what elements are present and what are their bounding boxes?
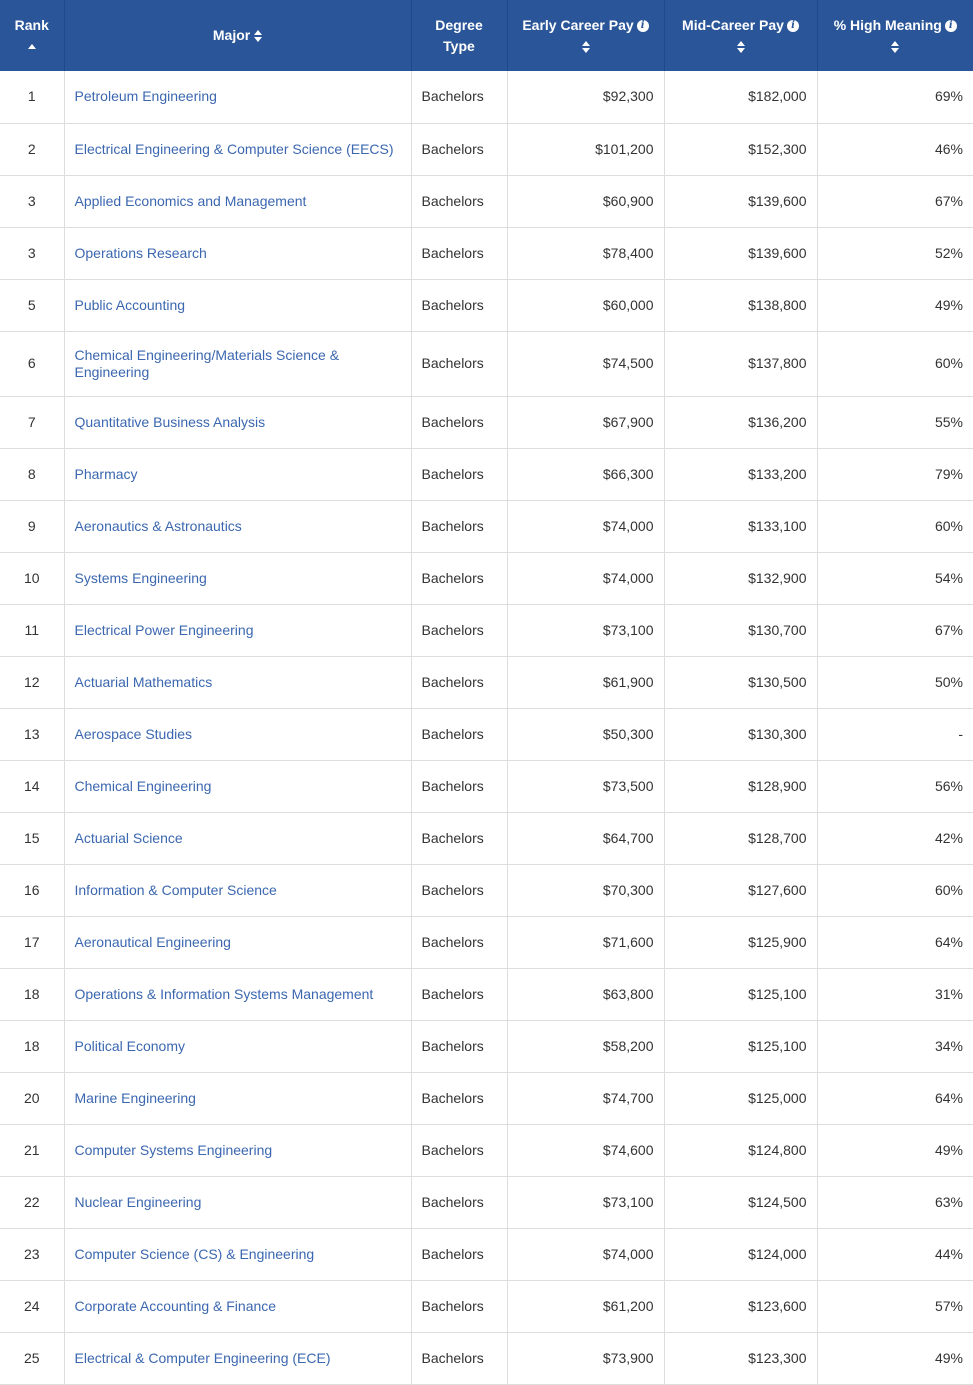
- major-cell: [64, 175, 411, 227]
- column-header-mid-career-pay[interactable]: [664, 0, 817, 71]
- early-career-pay-cell: $74,700: [507, 1072, 664, 1124]
- high-meaning-cell: 56%: [817, 760, 973, 812]
- major-cell: [64, 500, 411, 552]
- high-meaning-cell: 42%: [817, 812, 973, 864]
- early-career-pay-cell: $73,900: [507, 1332, 664, 1384]
- rank-cell: 1: [0, 71, 64, 123]
- degree-type-cell: Bachelors: [411, 448, 507, 500]
- column-header-early-career-pay[interactable]: [507, 0, 664, 71]
- rank-cell: 14: [0, 760, 64, 812]
- major-cell: [64, 331, 411, 396]
- mid-career-pay-cell: $125,900: [664, 916, 817, 968]
- major-link[interactable]: Petroleum Engineering: [74, 88, 217, 105]
- rank-cell: 24: [0, 1280, 64, 1332]
- high-meaning-cell: 31%: [817, 968, 973, 1020]
- major-link[interactable]: Computer Systems Engineering: [74, 1141, 273, 1158]
- rank-cell: 8: [0, 448, 64, 500]
- rank-cell: 23: [0, 1228, 64, 1280]
- rank-cell: 16: [0, 864, 64, 916]
- table-row: [0, 916, 973, 968]
- early-career-pay-cell: $63,800: [507, 968, 664, 1020]
- mid-career-pay-cell: $125,100: [664, 968, 817, 1020]
- major-cell: [64, 1280, 411, 1332]
- major-cell: [64, 71, 411, 123]
- early-career-pay-cell: $73,100: [507, 604, 664, 656]
- mid-career-pay-cell: $124,000: [664, 1228, 817, 1280]
- mid-career-pay-cell: $125,100: [664, 1020, 817, 1072]
- table-body: [0, 71, 973, 1384]
- high-meaning-cell: 46%: [817, 123, 973, 175]
- early-career-pay-cell: $74,000: [507, 552, 664, 604]
- rank-cell: 15: [0, 812, 64, 864]
- table-row: [0, 123, 973, 175]
- degree-type-cell: Bachelors: [411, 227, 507, 279]
- major-link[interactable]: Nuclear Engineering: [74, 1193, 202, 1210]
- early-career-pay-cell: $71,600: [507, 916, 664, 968]
- column-header-rank-label: Rank: [14, 16, 49, 33]
- high-meaning-cell: 49%: [817, 279, 973, 331]
- high-meaning-cell: 79%: [817, 448, 973, 500]
- table-row: [0, 656, 973, 708]
- high-meaning-cell: 57%: [817, 1280, 973, 1332]
- major-link[interactable]: Operations Research: [74, 244, 207, 261]
- rank-cell: 9: [0, 500, 64, 552]
- degree-type-cell: Bachelors: [411, 916, 507, 968]
- table-row: [0, 708, 973, 760]
- mid-career-pay-cell: $137,800: [664, 331, 817, 396]
- rank-cell: 2: [0, 123, 64, 175]
- table-row: [0, 968, 973, 1020]
- major-link[interactable]: Computer Science (CS) & Engineering: [74, 1245, 315, 1262]
- major-link[interactable]: Information & Computer Science: [74, 881, 277, 898]
- column-header-high-meaning[interactable]: [817, 0, 973, 71]
- major-link[interactable]: Pharmacy: [74, 465, 138, 482]
- major-link[interactable]: Political Economy: [74, 1037, 185, 1054]
- table-row: [0, 500, 973, 552]
- early-career-pay-cell: $74,000: [507, 1228, 664, 1280]
- mid-career-pay-cell: $123,300: [664, 1332, 817, 1384]
- early-career-pay-cell: $92,300: [507, 71, 664, 123]
- rank-cell: 13: [0, 708, 64, 760]
- table-row: [0, 1072, 973, 1124]
- major-link[interactable]: Applied Economics and Management: [74, 192, 307, 209]
- early-career-pay-cell: $64,700: [507, 812, 664, 864]
- major-cell: [64, 656, 411, 708]
- degree-type-cell: Bachelors: [411, 1124, 507, 1176]
- high-meaning-cell: 64%: [817, 916, 973, 968]
- major-link[interactable]: Public Accounting: [74, 296, 186, 313]
- major-cell: [64, 760, 411, 812]
- mid-career-pay-cell: $133,100: [664, 500, 817, 552]
- mid-career-pay-cell: $136,200: [664, 396, 817, 448]
- high-meaning-cell: 44%: [817, 1228, 973, 1280]
- degree-type-cell: Bachelors: [411, 656, 507, 708]
- high-meaning-cell: 52%: [817, 227, 973, 279]
- mid-career-pay-cell: $124,800: [664, 1124, 817, 1176]
- mid-career-pay-cell: $132,900: [664, 552, 817, 604]
- table-row: [0, 1332, 973, 1384]
- high-meaning-cell: 69%: [817, 71, 973, 123]
- mid-career-pay-cell: $139,600: [664, 227, 817, 279]
- table-row: [0, 1280, 973, 1332]
- major-cell: [64, 396, 411, 448]
- column-header-degree-type[interactable]: [411, 0, 507, 71]
- major-link[interactable]: Actuarial Mathematics: [74, 673, 213, 690]
- degree-type-cell: Bachelors: [411, 1280, 507, 1332]
- mid-career-pay-cell: $125,000: [664, 1072, 817, 1124]
- mid-career-pay-cell: $130,700: [664, 604, 817, 656]
- sort-both-icon[interactable]: [582, 41, 590, 53]
- rank-cell: 22: [0, 1176, 64, 1228]
- major-link[interactable]: Aeronautical Engineering: [74, 933, 231, 950]
- column-header-degree-label-2: Type: [443, 37, 475, 54]
- degree-type-cell: Bachelors: [411, 71, 507, 123]
- table-row: [0, 331, 973, 396]
- major-cell: [64, 1228, 411, 1280]
- major-link[interactable]: Corporate Accounting & Finance: [74, 1297, 277, 1314]
- early-career-pay-cell: $73,500: [507, 760, 664, 812]
- mid-career-pay-cell: $133,200: [664, 448, 817, 500]
- early-career-pay-cell: $66,300: [507, 448, 664, 500]
- early-career-pay-cell: $74,500: [507, 331, 664, 396]
- major-cell: [64, 279, 411, 331]
- column-header-early-label: Early Career Pay: [522, 16, 634, 33]
- rank-cell: 12: [0, 656, 64, 708]
- rank-cell: 5: [0, 279, 64, 331]
- high-meaning-cell: 60%: [817, 500, 973, 552]
- table-row: [0, 1176, 973, 1228]
- major-cell: [64, 968, 411, 1020]
- high-meaning-cell: 60%: [817, 331, 973, 396]
- major-cell: [64, 1176, 411, 1228]
- rank-cell: 25: [0, 1332, 64, 1384]
- major-cell: [64, 1072, 411, 1124]
- major-link[interactable]: Electrical Engineering & Computer Science (EECS): [74, 140, 394, 157]
- early-career-pay-cell: $73,100: [507, 1176, 664, 1228]
- degree-type-cell: Bachelors: [411, 1020, 507, 1072]
- degree-type-cell: Bachelors: [411, 708, 507, 760]
- degree-type-cell: Bachelors: [411, 279, 507, 331]
- major-link[interactable]: Actuarial Science: [74, 829, 183, 846]
- early-career-pay-cell: $60,000: [507, 279, 664, 331]
- degree-type-cell: Bachelors: [411, 123, 507, 175]
- degree-type-cell: Bachelors: [411, 812, 507, 864]
- early-career-pay-cell: $74,600: [507, 1124, 664, 1176]
- major-link[interactable]: Aerospace Studies: [74, 725, 193, 742]
- table-row: [0, 175, 973, 227]
- column-header-meaning-label: % High Meaning: [833, 16, 942, 33]
- rank-cell: 6: [0, 331, 64, 396]
- high-meaning-cell: 67%: [817, 175, 973, 227]
- early-career-pay-cell: $101,200: [507, 123, 664, 175]
- major-link[interactable]: Aeronautics & Astronautics: [74, 517, 242, 534]
- mid-career-pay-cell: $182,000: [664, 71, 817, 123]
- info-icon[interactable]: i: [787, 20, 799, 32]
- table-row: [0, 279, 973, 331]
- degree-type-cell: Bachelors: [411, 175, 507, 227]
- sort-ascending-icon[interactable]: [28, 44, 36, 49]
- rank-cell: 3: [0, 227, 64, 279]
- column-header-rank[interactable]: [0, 0, 64, 71]
- high-meaning-cell: 49%: [817, 1124, 973, 1176]
- table-row: [0, 227, 973, 279]
- major-cell: [64, 123, 411, 175]
- high-meaning-cell: 60%: [817, 864, 973, 916]
- high-meaning-cell: 55%: [817, 396, 973, 448]
- major-link[interactable]: Electrical Power Engineering: [74, 621, 254, 638]
- high-meaning-cell: 34%: [817, 1020, 973, 1072]
- early-career-pay-cell: $61,200: [507, 1280, 664, 1332]
- early-career-pay-cell: $78,400: [507, 227, 664, 279]
- degree-type-cell: Bachelors: [411, 604, 507, 656]
- table-row: [0, 1228, 973, 1280]
- column-header-major[interactable]: [64, 0, 411, 71]
- table-row: [0, 760, 973, 812]
- early-career-pay-cell: $70,300: [507, 864, 664, 916]
- major-link[interactable]: Chemical Engineering/Materials Science & Engineering: [74, 346, 340, 380]
- rank-cell: 11: [0, 604, 64, 656]
- major-cell: [64, 812, 411, 864]
- high-meaning-cell: 67%: [817, 604, 973, 656]
- rank-cell: 3: [0, 175, 64, 227]
- rank-cell: 17: [0, 916, 64, 968]
- degree-type-cell: Bachelors: [411, 1332, 507, 1384]
- major-cell: [64, 864, 411, 916]
- early-career-pay-cell: $74,000: [507, 500, 664, 552]
- table-row: [0, 71, 973, 123]
- table-row: [0, 604, 973, 656]
- rank-cell: 18: [0, 968, 64, 1020]
- major-cell: [64, 916, 411, 968]
- major-cell: [64, 1020, 411, 1072]
- high-meaning-cell: 54%: [817, 552, 973, 604]
- rank-cell: 20: [0, 1072, 64, 1124]
- info-icon[interactable]: i: [945, 20, 957, 32]
- mid-career-pay-cell: $138,800: [664, 279, 817, 331]
- sort-both-icon[interactable]: [254, 30, 262, 42]
- major-cell: [64, 1124, 411, 1176]
- degree-type-cell: Bachelors: [411, 500, 507, 552]
- rank-cell: 21: [0, 1124, 64, 1176]
- mid-career-pay-cell: $139,600: [664, 175, 817, 227]
- table-row: [0, 552, 973, 604]
- early-career-pay-cell: $60,900: [507, 175, 664, 227]
- table-row: [0, 1020, 973, 1072]
- major-link[interactable]: Marine Engineering: [74, 1089, 196, 1106]
- mid-career-pay-cell: $130,300: [664, 708, 817, 760]
- table-row: [0, 448, 973, 500]
- high-meaning-cell: 64%: [817, 1072, 973, 1124]
- column-header-mid-label: Mid-Career Pay: [682, 16, 784, 33]
- degree-type-cell: Bachelors: [411, 760, 507, 812]
- major-link[interactable]: Electrical & Computer Engineering (ECE): [74, 1349, 331, 1366]
- degree-type-cell: Bachelors: [411, 396, 507, 448]
- high-meaning-cell: -: [817, 708, 973, 760]
- high-meaning-cell: 63%: [817, 1176, 973, 1228]
- early-career-pay-cell: $61,900: [507, 656, 664, 708]
- major-cell: [64, 604, 411, 656]
- mid-career-pay-cell: $128,700: [664, 812, 817, 864]
- early-career-pay-cell: $58,200: [507, 1020, 664, 1072]
- major-cell: [64, 448, 411, 500]
- major-cell: [64, 1332, 411, 1384]
- table-row: [0, 812, 973, 864]
- early-career-pay-cell: $67,900: [507, 396, 664, 448]
- degree-type-cell: Bachelors: [411, 864, 507, 916]
- major-link[interactable]: Operations & Information Systems Management: [74, 985, 374, 1002]
- table-row: [0, 1124, 973, 1176]
- degree-type-cell: Bachelors: [411, 1176, 507, 1228]
- sort-both-icon[interactable]: [891, 41, 899, 53]
- mid-career-pay-cell: $152,300: [664, 123, 817, 175]
- major-cell: [64, 227, 411, 279]
- major-link[interactable]: Chemical Engineering: [74, 777, 212, 794]
- rank-cell: 10: [0, 552, 64, 604]
- table-row: [0, 864, 973, 916]
- early-career-pay-cell: $50,300: [507, 708, 664, 760]
- high-meaning-cell: 49%: [817, 1332, 973, 1384]
- degree-type-cell: Bachelors: [411, 968, 507, 1020]
- high-meaning-cell: 50%: [817, 656, 973, 708]
- degree-type-cell: Bachelors: [411, 552, 507, 604]
- degree-type-cell: Bachelors: [411, 1072, 507, 1124]
- mid-career-pay-cell: $124,500: [664, 1176, 817, 1228]
- mid-career-pay-cell: $127,600: [664, 864, 817, 916]
- rank-cell: 18: [0, 1020, 64, 1072]
- column-header-major-label: Major: [212, 27, 251, 43]
- degree-type-cell: Bachelors: [411, 331, 507, 396]
- major-cell: [64, 708, 411, 760]
- mid-career-pay-cell: $123,600: [664, 1280, 817, 1332]
- info-icon[interactable]: i: [637, 20, 649, 32]
- table-row: [0, 396, 973, 448]
- major-link[interactable]: Quantitative Business Analysis: [74, 413, 266, 430]
- mid-career-pay-cell: $130,500: [664, 656, 817, 708]
- table-header-row: [0, 0, 973, 71]
- rank-cell: 7: [0, 396, 64, 448]
- major-cell: [64, 552, 411, 604]
- sort-both-icon[interactable]: [737, 41, 745, 53]
- mid-career-pay-cell: $128,900: [664, 760, 817, 812]
- major-link[interactable]: Systems Engineering: [74, 569, 207, 586]
- degree-type-cell: Bachelors: [411, 1228, 507, 1280]
- column-header-degree-label-1: Degree: [435, 16, 483, 33]
